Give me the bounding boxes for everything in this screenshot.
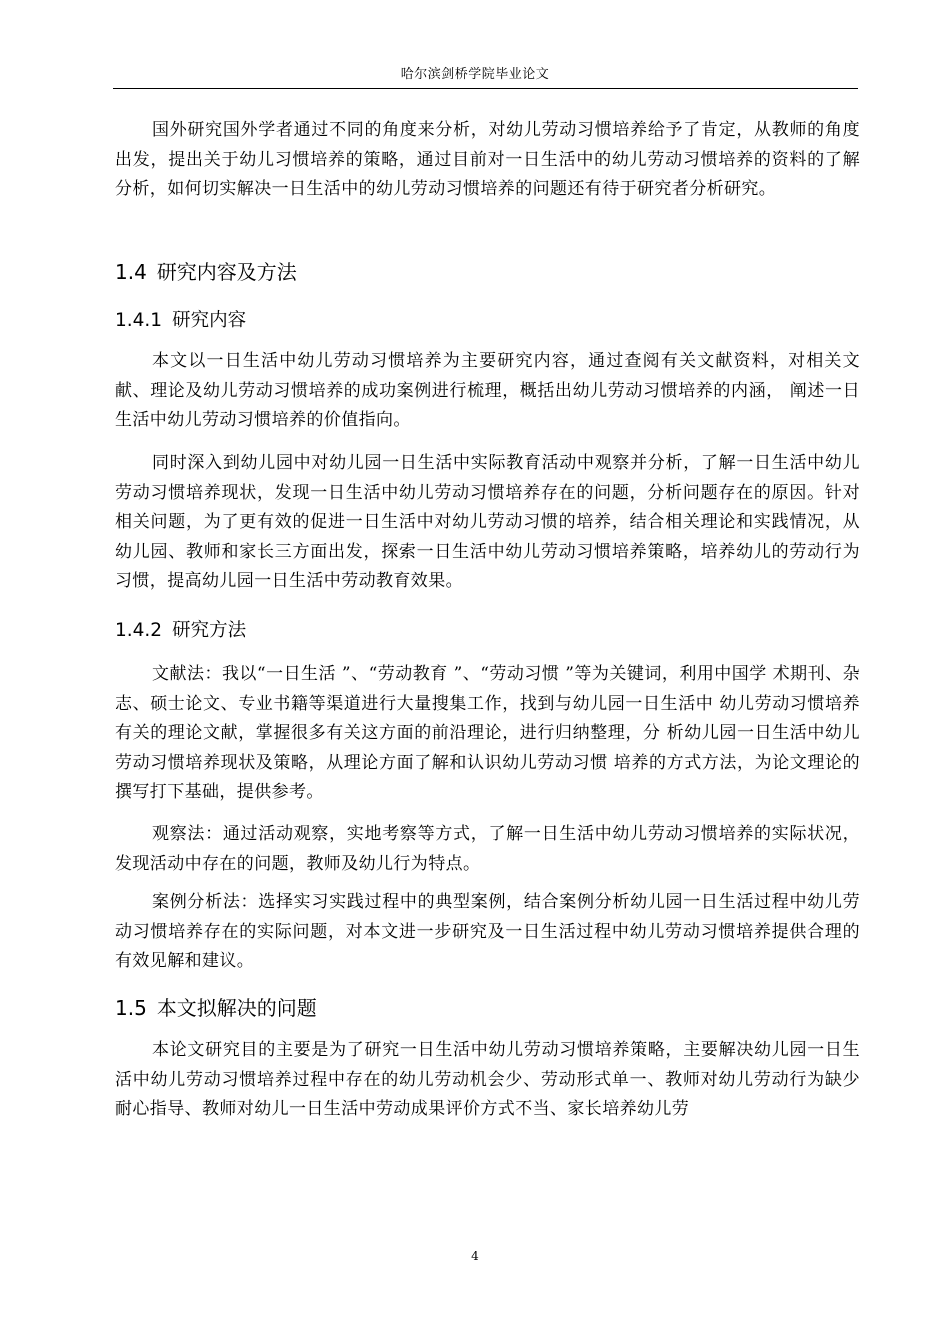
section-title: 本文拟解决的问题 <box>156 996 317 1020</box>
subsection-title: 研究方法 <box>172 620 247 641</box>
subsection-number: 1.4.2 <box>115 620 163 641</box>
section-title: 研究内容及方法 <box>156 260 297 284</box>
subsection-heading-1-4-1 <box>115 310 860 332</box>
header-rule <box>113 88 858 89</box>
paragraph-content-1: 本文以一日生活中幼儿劳动习惯培养为主要研究内容，通过查阅有关文献资料，对相关文献、理论及幼儿劳动习惯培养的成功案例进行梳理，概括出幼儿劳动习惯培养的内涵， 阐述一日生活中幼儿劳动习惯培养的价值指向。 <box>115 351 860 430</box>
paragraph-intro: 国外研究国外学者通过不同的角度来分析，对幼儿劳动习惯培养给予了肯定，从教师的角度出发，提出关于幼儿习惯培养的策略，通过目前对一日生活中的幼儿劳动习惯培养的资料的了解分析，如何切实解决一日生活中的幼儿劳动习惯培养的问题还有待于研究者分析研究。 <box>115 120 860 199</box>
section-heading-1-4 <box>115 260 860 284</box>
page-header: 哈尔滨剑桥学院毕业论文 <box>400 67 550 82</box>
paragraph-content-2: 同时深入到幼儿园中对幼儿园一日生活中实际教育活动中观察并分析，了解一日生活中幼儿劳动习惯培养现状，发现一日生活中幼儿劳动习惯培养存在的问题，分析问题存在的原因。针对相关问题，为了更有效的促进一日生活中对幼儿劳动习惯的培养，结合相关理论和实践情况，从幼儿园、教师和家长三方面出发，探索一日生活中幼儿劳动习惯培养策略，培养幼儿的劳动行为习惯，提高幼儿园一日生活中劳动教育效果。 <box>115 453 860 591</box>
paragraph-method-literature: 文献法：我以“一日生活 ”、“劳动教育 ”、“劳动习惯 ”等为关键词，利用中国学 术期刊、杂志、硕士论文、专业书籍等渠道进行大量搜集工作，找到与幼儿园一日生活中 幼儿劳动习惯培养有关的理论文献，掌握很多有关这方面的前沿理论，进行归纳整理，分 析幼儿园一日生活中幼儿劳动习惯培养现状及策略，从理论方面了解和认识幼儿劳动习惯 培养的方式方法，为论文理论的撰写打下基础，提供参考。 <box>115 664 860 802</box>
section-heading-1-5 <box>115 996 860 1020</box>
paragraph-method-observation: 观察法：通过活动观察，实地考察等方式，了解一日生活中幼儿劳动习惯培养的实际状况，发现活动中存在的问题，教师及幼儿行为特点。 <box>115 824 860 874</box>
section-number: 1.5 <box>115 996 147 1020</box>
subsection-number: 1.4.1 <box>115 310 163 331</box>
paragraph-method-case-analysis: 案例分析法：选择实习实践过程中的典型案例，结合案例分析幼儿园一日生活过程中幼儿劳动习惯培养存在的实际问题，对本文进一步研究及一日生活过程中幼儿劳动习惯培养提供合理的有效见解和建议。 <box>115 892 860 971</box>
subsection-heading-1-4-2 <box>115 620 860 642</box>
paragraph-problem: 本论文研究目的主要是为了研究一日生活中幼儿劳动习惯培养策略，主要解决幼儿园一日生活中幼儿劳动习惯培养过程中存在的幼儿劳动机会少、劳动形式单一、教师对幼儿劳动行为缺少耐心指导、教师对幼儿一日生活中劳动成果评价方式不当、家长培养幼儿劳 <box>115 1040 860 1119</box>
page-number: 4 <box>471 1249 479 1263</box>
section-number: 1.4 <box>115 260 147 284</box>
subsection-title: 研究内容 <box>172 310 247 331</box>
